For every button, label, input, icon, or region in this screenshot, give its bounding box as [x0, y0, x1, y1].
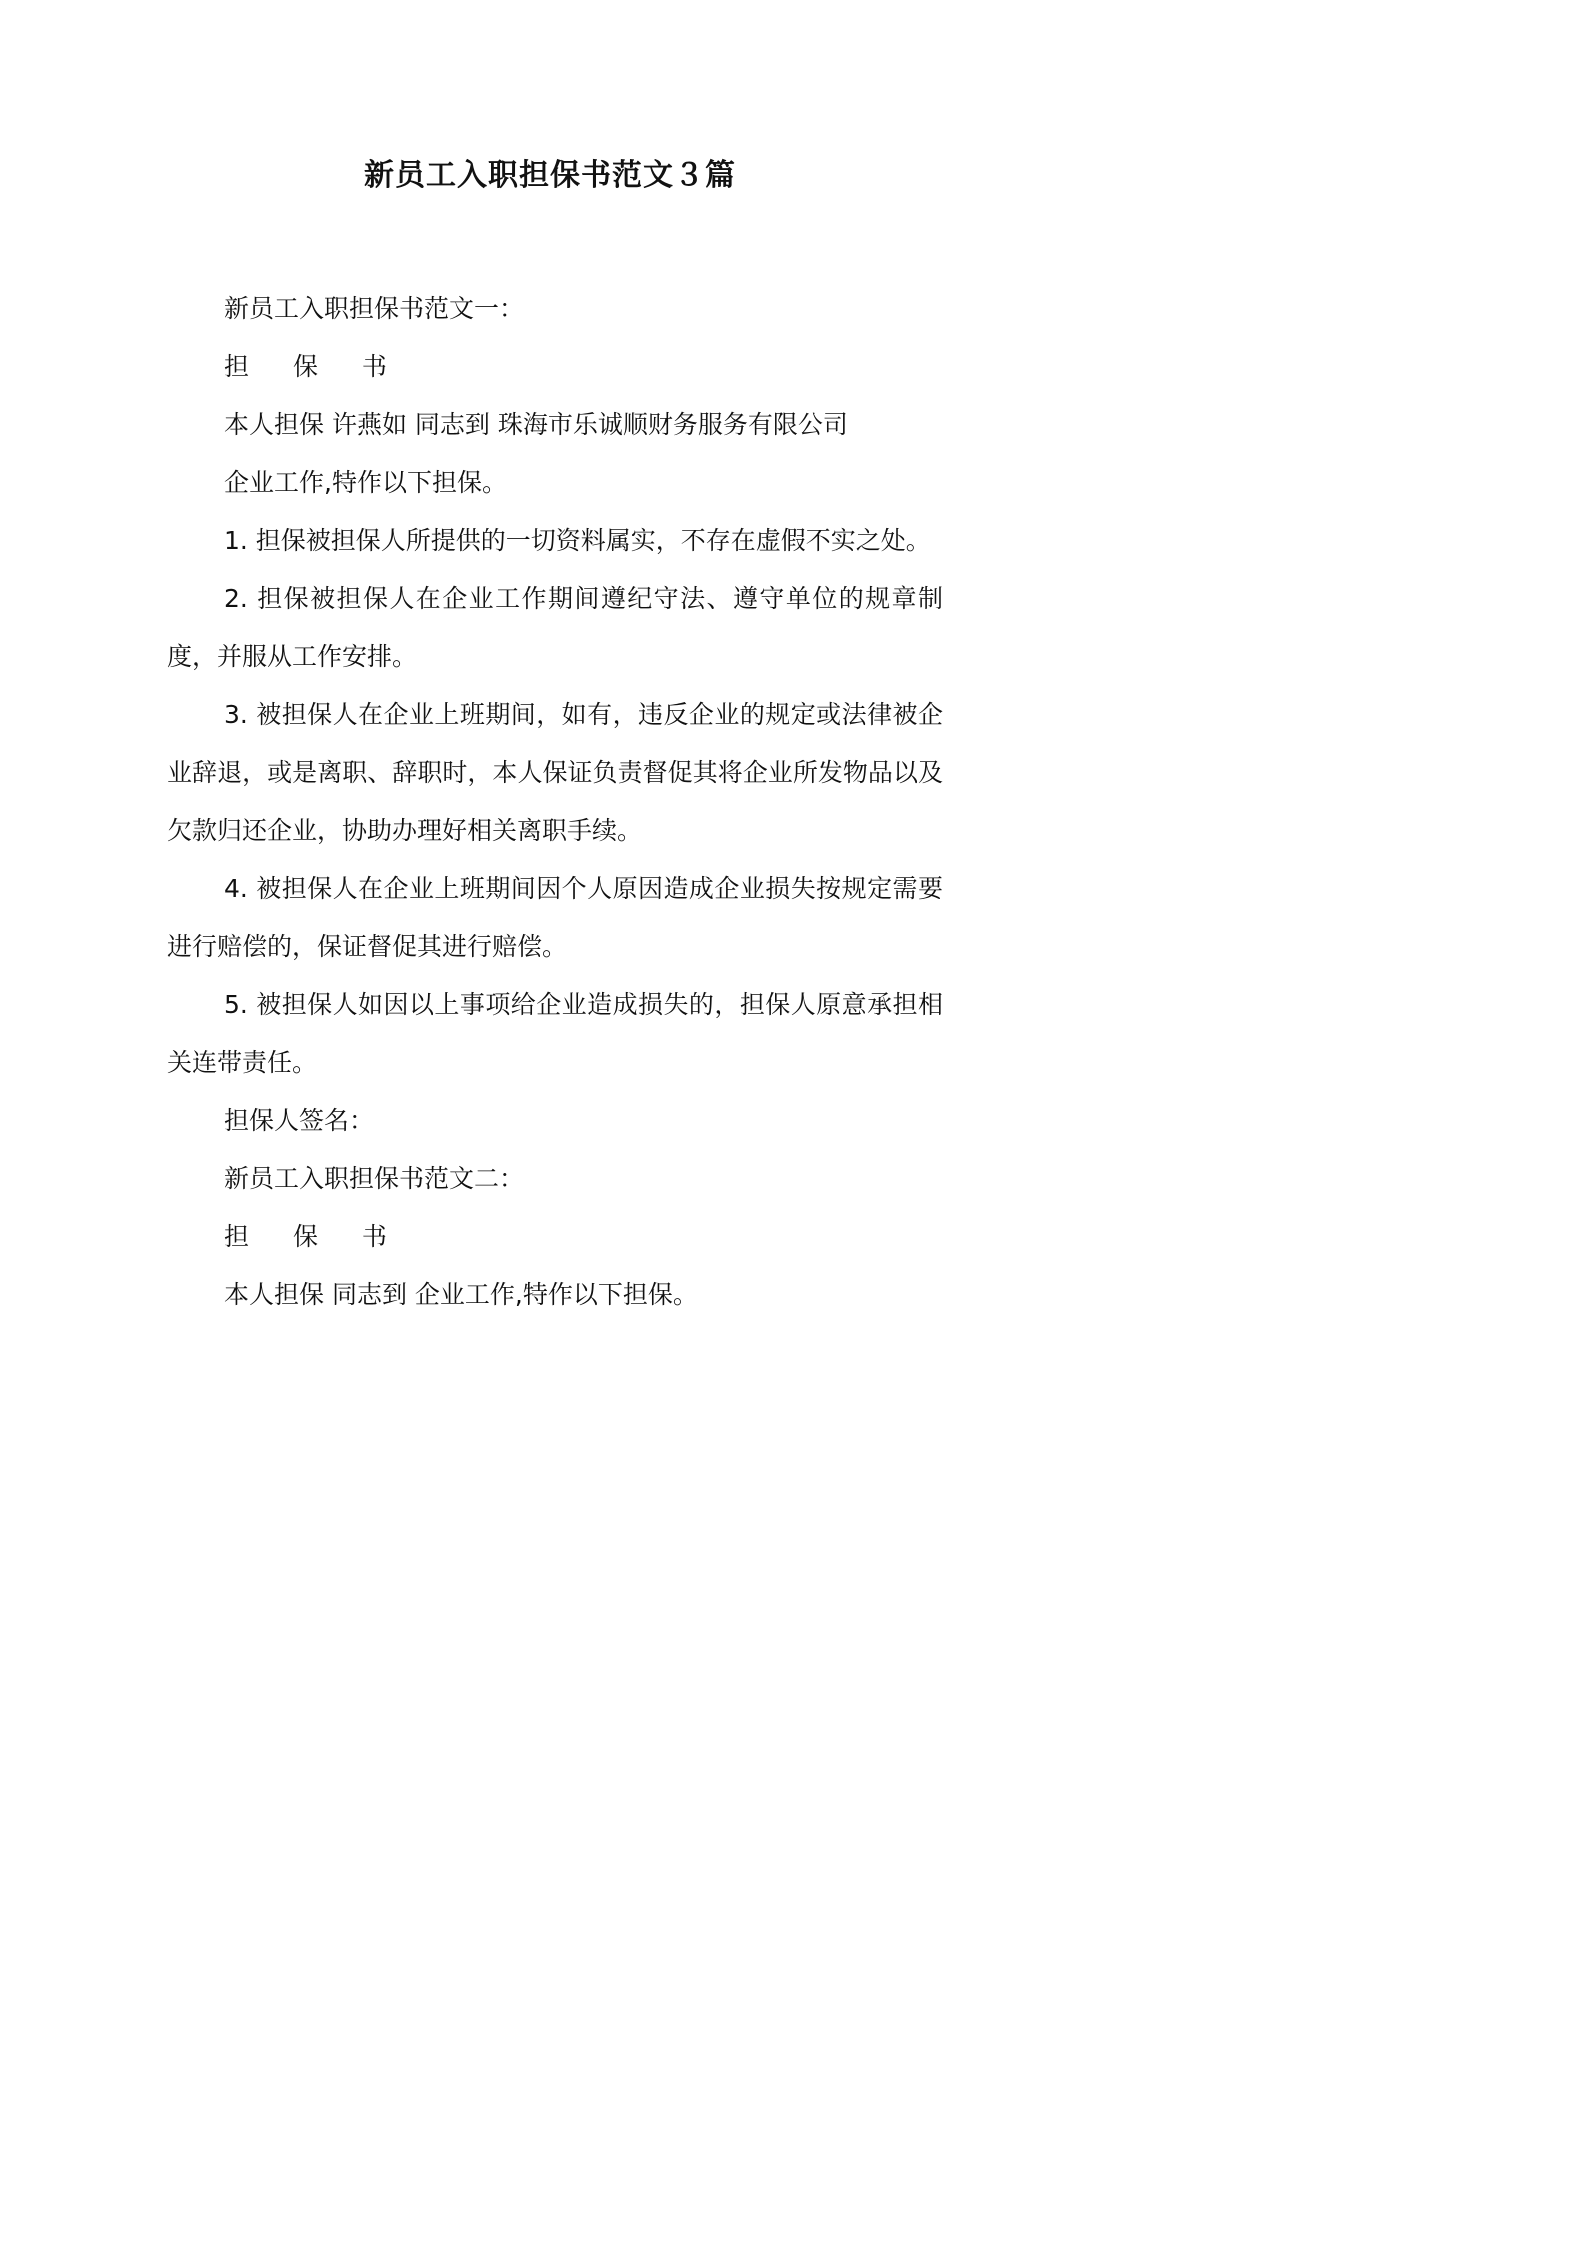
- section-one-heading: 新员工入职担保书范文一：: [224, 294, 525, 323]
- document-body: [167, 280, 943, 1324]
- section-two-intro: 本人担保 同志到 企业工作,特作以下担保。: [224, 1280, 698, 1309]
- guarantee-item-3: 3. 被担保人在企业上班期间，如有，违反企业的规定或法律被企业辞退，或是离职、辞职时，本人保证负责督促其将企业所发物品以及欠款归还企业，协助办理好相关离职手续。: [167, 700, 943, 845]
- document-page: [0, 0, 1100, 1556]
- document-title: 新员工入职担保书范文３篇: [364, 158, 736, 193]
- section-two-doc-title: 担 保 书: [224, 1222, 405, 1251]
- section-two-heading: 新员工入职担保书范文二：: [224, 1164, 525, 1193]
- guarantee-item-2: 2. 担保被担保人在企业工作期间遵纪守法、遵守单位的规章制度，并服从工作安排。: [167, 584, 943, 671]
- guarantee-item-4: 4. 被担保人在企业上班期间因个人原因造成企业损失按规定需要进行赔偿的，保证督促其进行赔偿。: [167, 874, 943, 961]
- section-one-intro-line1: 本人担保 许燕如 同志到 珠海市乐诚顺财务服务有限公司: [224, 410, 848, 439]
- section-one-doc-title: 担 保 书: [224, 352, 405, 381]
- section-one-intro-line2: 企业工作,特作以下担保。: [224, 468, 507, 497]
- signature-line: 担保人签名：: [224, 1106, 375, 1135]
- guarantee-item-1: 1. 担保被担保人所提供的一切资料属实，不存在虚假不实之处。: [224, 526, 931, 555]
- guarantee-item-5: 5. 被担保人如因以上事项给企业造成损失的，担保人原意承担相关连带责任。: [167, 990, 943, 1077]
